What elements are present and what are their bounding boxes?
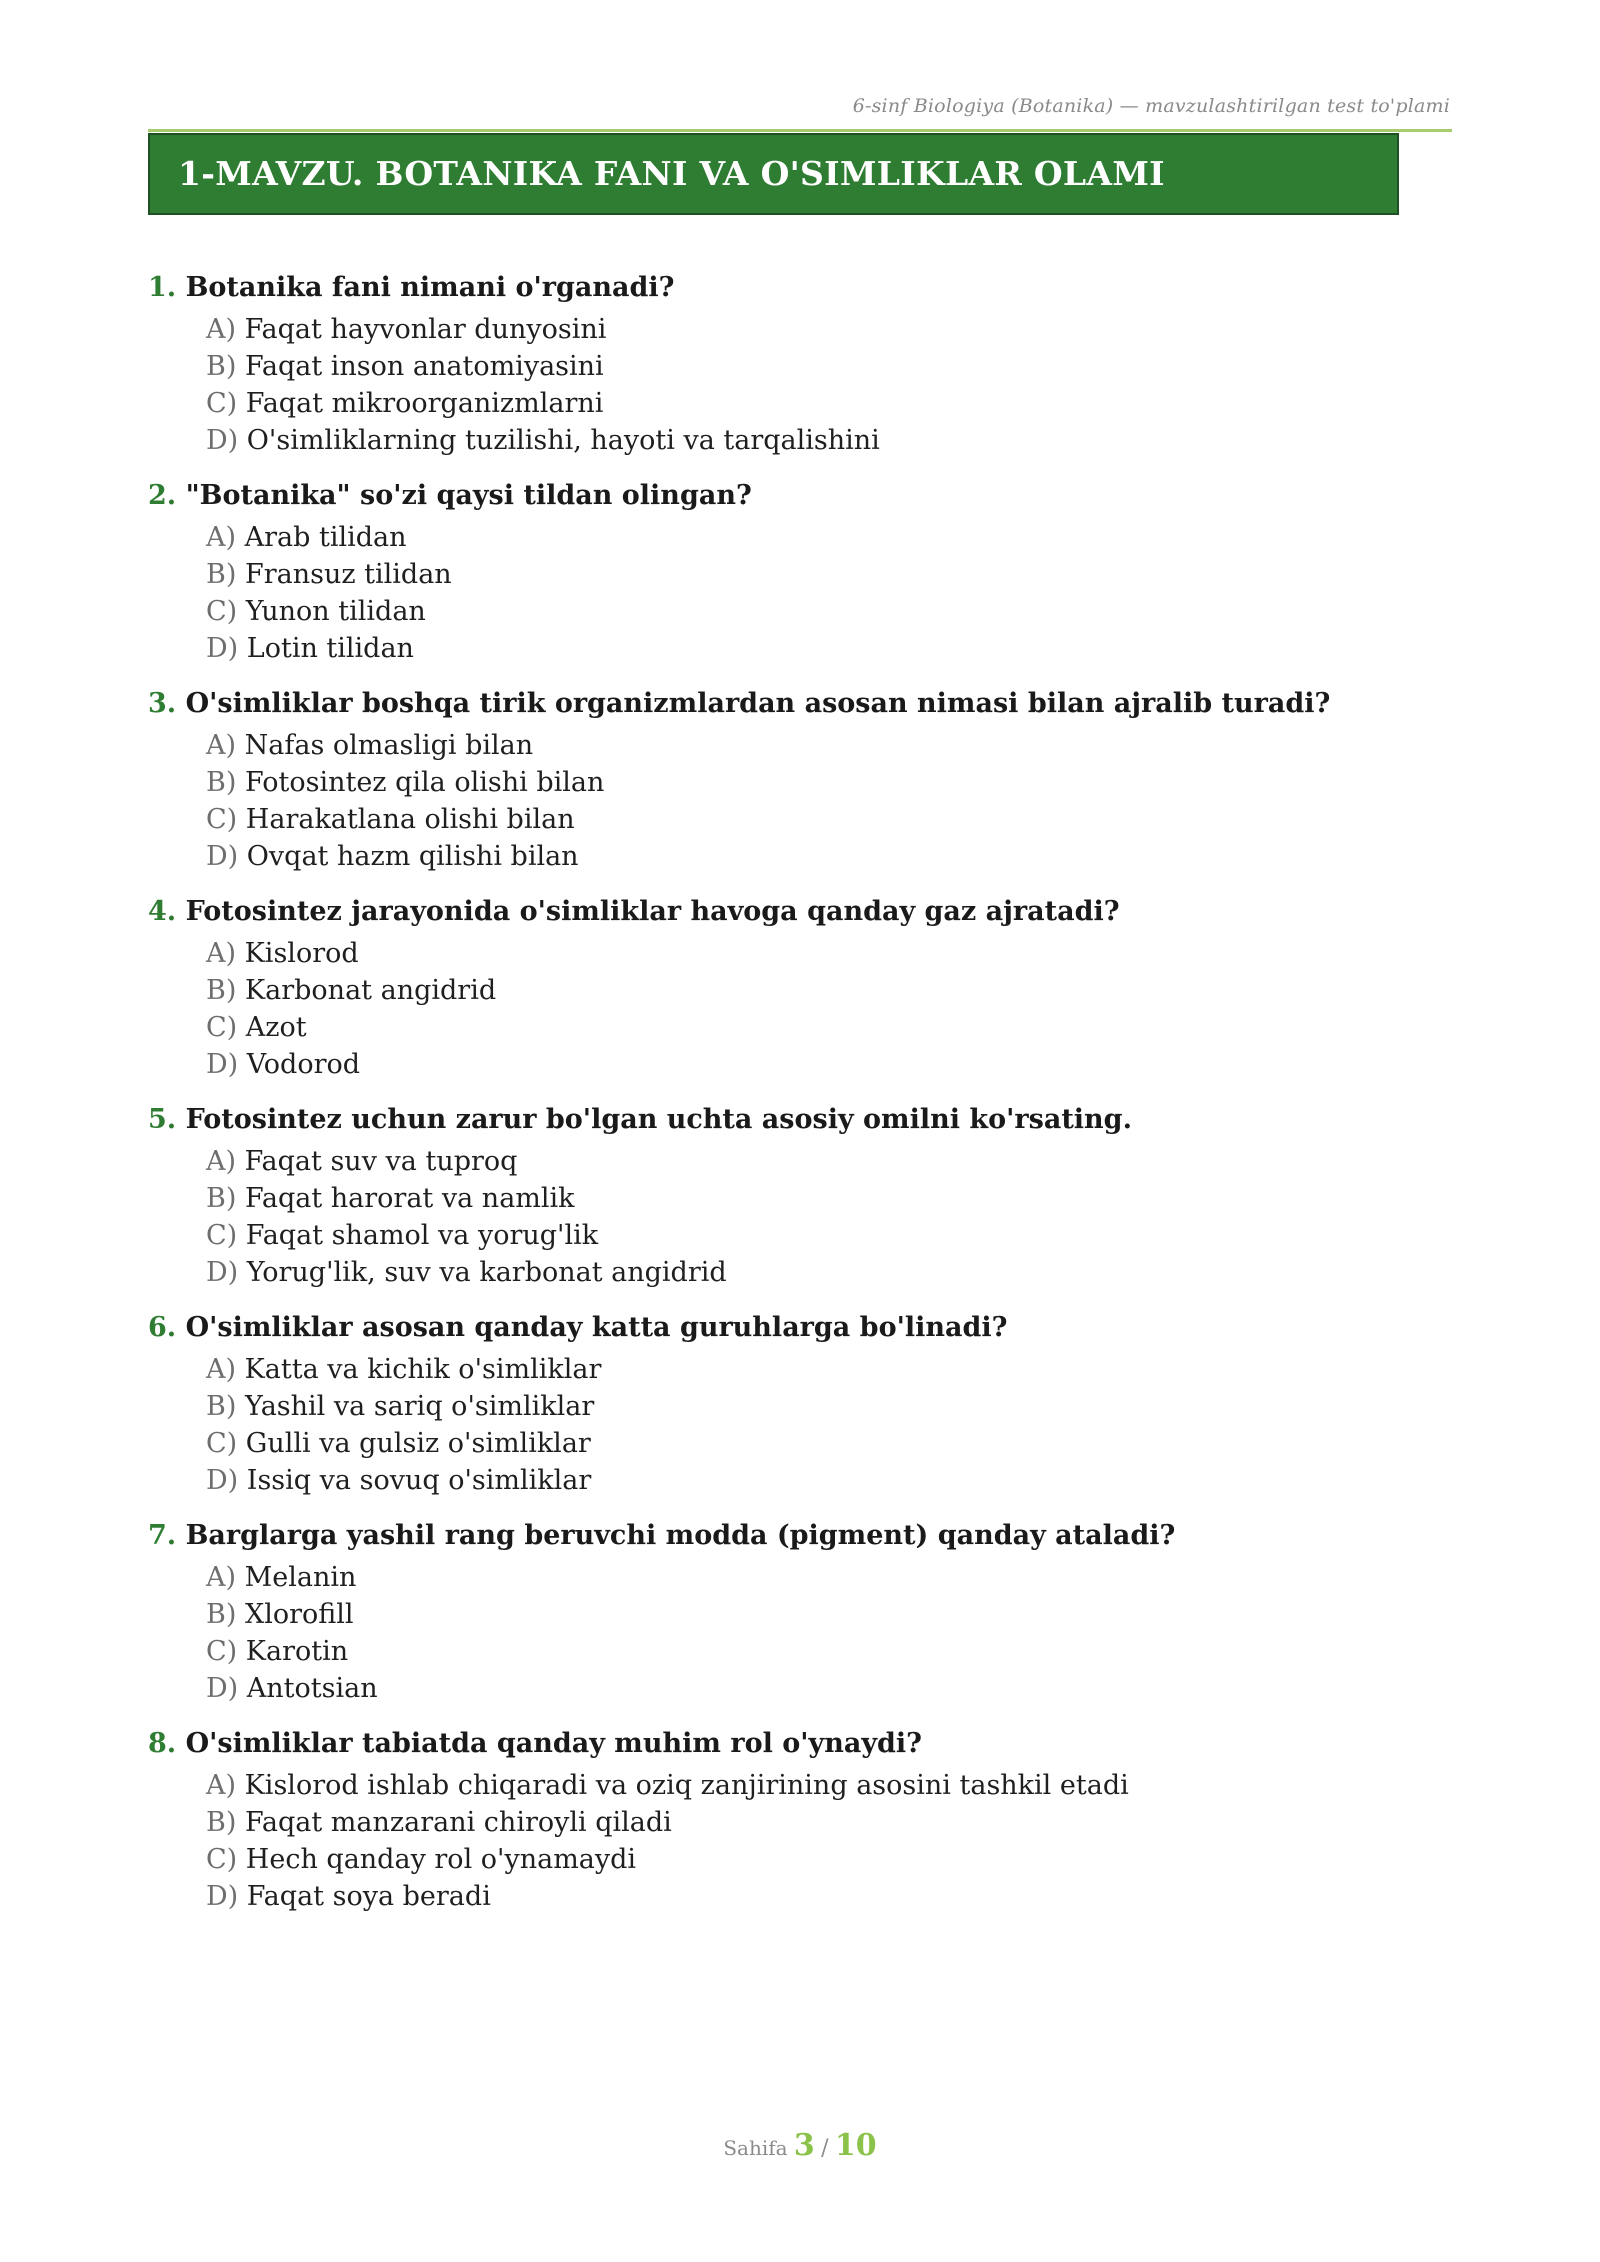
option-text: Fransuz tilidan	[244, 559, 452, 590]
question-prompt: O'simliklar boshqa tirik organizmlardan asosan nimasi bilan ajralib turadi?	[185, 688, 1331, 719]
page-separator: /	[821, 2136, 829, 2161]
current-page-number: 3	[793, 2128, 815, 2163]
answer-option	[206, 556, 1448, 593]
option-letter: C)	[206, 804, 238, 835]
answer-option	[206, 972, 1448, 1009]
answer-option	[206, 727, 1448, 764]
question-text	[148, 1100, 1448, 1139]
question-text	[148, 1516, 1448, 1555]
option-text: Faqat shamol va yorug'lik	[245, 1220, 599, 1251]
total-page-count: 10	[834, 2128, 877, 2163]
question-prompt: O'simliklar asosan qanday katta guruhlarga bo'linadi?	[185, 1312, 1008, 1343]
answer-option	[206, 311, 1448, 348]
question-number: 8.	[148, 1728, 177, 1759]
option-text: Karotin	[245, 1636, 349, 1667]
option-text: Hech qanday rol o'ynamaydi	[245, 1844, 637, 1875]
option-text: Faqat suv va tuproq	[244, 1146, 518, 1177]
answer-option	[206, 764, 1448, 801]
option-letter: A)	[206, 1146, 237, 1177]
answer-options	[148, 519, 1448, 667]
option-letter: B)	[206, 767, 237, 798]
page-footer	[0, 2128, 1600, 2163]
option-text: Arab tilidan	[244, 522, 407, 553]
option-text: Melanin	[244, 1562, 357, 1593]
option-text: Katta va kichik o'simliklar	[244, 1354, 602, 1385]
option-text: Gulli va gulsiz o'simliklar	[245, 1428, 591, 1459]
question-text	[148, 1724, 1448, 1763]
option-text: Vodorod	[246, 1049, 361, 1080]
answer-options	[148, 1767, 1448, 1915]
question-text	[148, 892, 1448, 931]
option-letter: A)	[206, 730, 237, 761]
option-letter: D)	[206, 1465, 239, 1496]
option-letter: D)	[206, 841, 239, 872]
question-item	[148, 684, 1448, 875]
answer-options	[148, 727, 1448, 875]
option-letter: B)	[206, 351, 237, 382]
option-text: Yashil va sariq o'simliklar	[244, 1391, 595, 1422]
option-letter: C)	[206, 596, 238, 627]
option-letter: D)	[206, 1673, 239, 1704]
question-number: 4.	[148, 896, 177, 927]
answer-option	[206, 935, 1448, 972]
question-text	[148, 684, 1448, 723]
answer-option	[206, 1180, 1448, 1217]
option-letter: C)	[206, 1012, 238, 1043]
question-item	[148, 1516, 1448, 1707]
option-text: Kislorod	[244, 938, 359, 969]
option-text: Karbonat angidrid	[244, 975, 497, 1006]
answer-option	[206, 385, 1448, 422]
option-text: Faqat harorat va namlik	[244, 1183, 575, 1214]
option-text: Faqat inson anatomiyasini	[244, 351, 604, 382]
answer-option	[206, 1388, 1448, 1425]
question-item	[148, 892, 1448, 1083]
question-number: 1.	[148, 272, 177, 303]
option-text: Fotosintez qila olishi bilan	[244, 767, 605, 798]
question-prompt: Fotosintez uchun zarur bo'lgan uchta asosiy omilni ko'rsating.	[185, 1104, 1132, 1135]
answer-options	[148, 311, 1448, 459]
answer-option	[206, 838, 1448, 875]
topic-title: 1-MAVZU. BOTANIKA FANI VA O'SIMLIKLAR OLAMI	[178, 154, 1165, 193]
option-text: Antotsian	[246, 1673, 378, 1704]
answer-option	[206, 1767, 1448, 1804]
option-letter: D)	[206, 1257, 239, 1288]
question-text	[148, 1308, 1448, 1347]
answer-option	[206, 348, 1448, 385]
question-number: 3.	[148, 688, 177, 719]
answer-options	[148, 1559, 1448, 1707]
option-text: Kislorod ishlab chiqaradi va oziq zanjirining asosini tashkil etadi	[244, 1770, 1129, 1801]
option-text: Yorug'lik, suv va karbonat angidrid	[246, 1257, 727, 1288]
option-letter: A)	[206, 1770, 237, 1801]
question-item	[148, 476, 1448, 667]
answer-option	[206, 1559, 1448, 1596]
question-number: 7.	[148, 1520, 177, 1551]
option-text: Issiq va sovuq o'simliklar	[246, 1465, 592, 1496]
option-letter: D)	[206, 633, 239, 664]
option-text: Faqat manzarani chiroyli qiladi	[244, 1807, 672, 1838]
option-letter: C)	[206, 1636, 238, 1667]
answer-option	[206, 1633, 1448, 1670]
header-divider	[148, 129, 1452, 132]
option-letter: B)	[206, 1391, 237, 1422]
question-item	[148, 1100, 1448, 1291]
question-item	[148, 268, 1448, 459]
answer-option	[206, 630, 1448, 667]
question-prompt: O'simliklar tabiatda qanday muhim rol o'ynaydi?	[185, 1728, 922, 1759]
option-letter: D)	[206, 425, 239, 456]
option-letter: A)	[206, 938, 237, 969]
option-letter: B)	[206, 1807, 237, 1838]
question-text	[148, 476, 1448, 515]
question-prompt: Botanika fani nimani o'rganadi?	[185, 272, 675, 303]
answer-option	[206, 1351, 1448, 1388]
option-text: Faqat mikroorganizmlarni	[245, 388, 604, 419]
answer-option	[206, 1009, 1448, 1046]
option-letter: A)	[206, 522, 237, 553]
answer-option	[206, 1143, 1448, 1180]
answer-option	[206, 1804, 1448, 1841]
option-letter: C)	[206, 1428, 238, 1459]
question-prompt: Fotosintez jarayonida o'simliklar havoga qanday gaz ajratadi?	[185, 896, 1120, 927]
question-list	[148, 268, 1448, 1932]
option-letter: A)	[206, 314, 237, 345]
option-text: O'simliklarning tuzilishi, hayoti va tarqalishini	[246, 425, 880, 456]
question-number: 2.	[148, 480, 177, 511]
option-text: Lotin tilidan	[246, 633, 414, 664]
answer-option	[206, 519, 1448, 556]
answer-option	[206, 593, 1448, 630]
question-item	[148, 1724, 1448, 1915]
option-text: Yunon tilidan	[245, 596, 426, 627]
running-header: 6-sinf Biologiya (Botanika) — mavzulashtirilgan test to'plami	[852, 95, 1450, 117]
option-letter: C)	[206, 388, 238, 419]
option-text: Xlorofill	[244, 1599, 354, 1630]
answer-option	[206, 1046, 1448, 1083]
answer-options	[148, 1351, 1448, 1499]
answer-option	[206, 1878, 1448, 1915]
option-letter: B)	[206, 559, 237, 590]
option-letter: D)	[206, 1049, 239, 1080]
option-letter: B)	[206, 1183, 237, 1214]
question-text	[148, 268, 1448, 307]
option-text: Faqat soya beradi	[246, 1881, 491, 1912]
answer-option	[206, 1670, 1448, 1707]
option-text: Azot	[245, 1012, 307, 1043]
option-letter: B)	[206, 1599, 237, 1630]
answer-options	[148, 1143, 1448, 1291]
question-number: 6.	[148, 1312, 177, 1343]
answer-option	[206, 801, 1448, 838]
option-letter: C)	[206, 1220, 238, 1251]
topic-title-banner	[148, 133, 1399, 215]
answer-option	[206, 1425, 1448, 1462]
answer-options	[148, 935, 1448, 1083]
option-text: Nafas olmasligi bilan	[244, 730, 534, 761]
question-item	[148, 1308, 1448, 1499]
option-letter: D)	[206, 1881, 239, 1912]
answer-option	[206, 1217, 1448, 1254]
question-prompt: "Botanika" so'zi qaysi tildan olingan?	[185, 480, 752, 511]
option-text: Faqat hayvonlar dunyosini	[244, 314, 607, 345]
page-label: Sahifa	[723, 2136, 788, 2160]
question-number: 5.	[148, 1104, 177, 1135]
answer-option	[206, 1462, 1448, 1499]
option-letter: C)	[206, 1844, 238, 1875]
option-letter: A)	[206, 1562, 237, 1593]
answer-option	[206, 1596, 1448, 1633]
answer-option	[206, 422, 1448, 459]
answer-option	[206, 1254, 1448, 1291]
answer-option	[206, 1841, 1448, 1878]
option-text: Ovqat hazm qilishi bilan	[246, 841, 579, 872]
option-letter: B)	[206, 975, 237, 1006]
option-text: Harakatlana olishi bilan	[245, 804, 575, 835]
question-prompt: Barglarga yashil rang beruvchi modda (pigment) qanday ataladi?	[185, 1520, 1176, 1551]
option-letter: A)	[206, 1354, 237, 1385]
